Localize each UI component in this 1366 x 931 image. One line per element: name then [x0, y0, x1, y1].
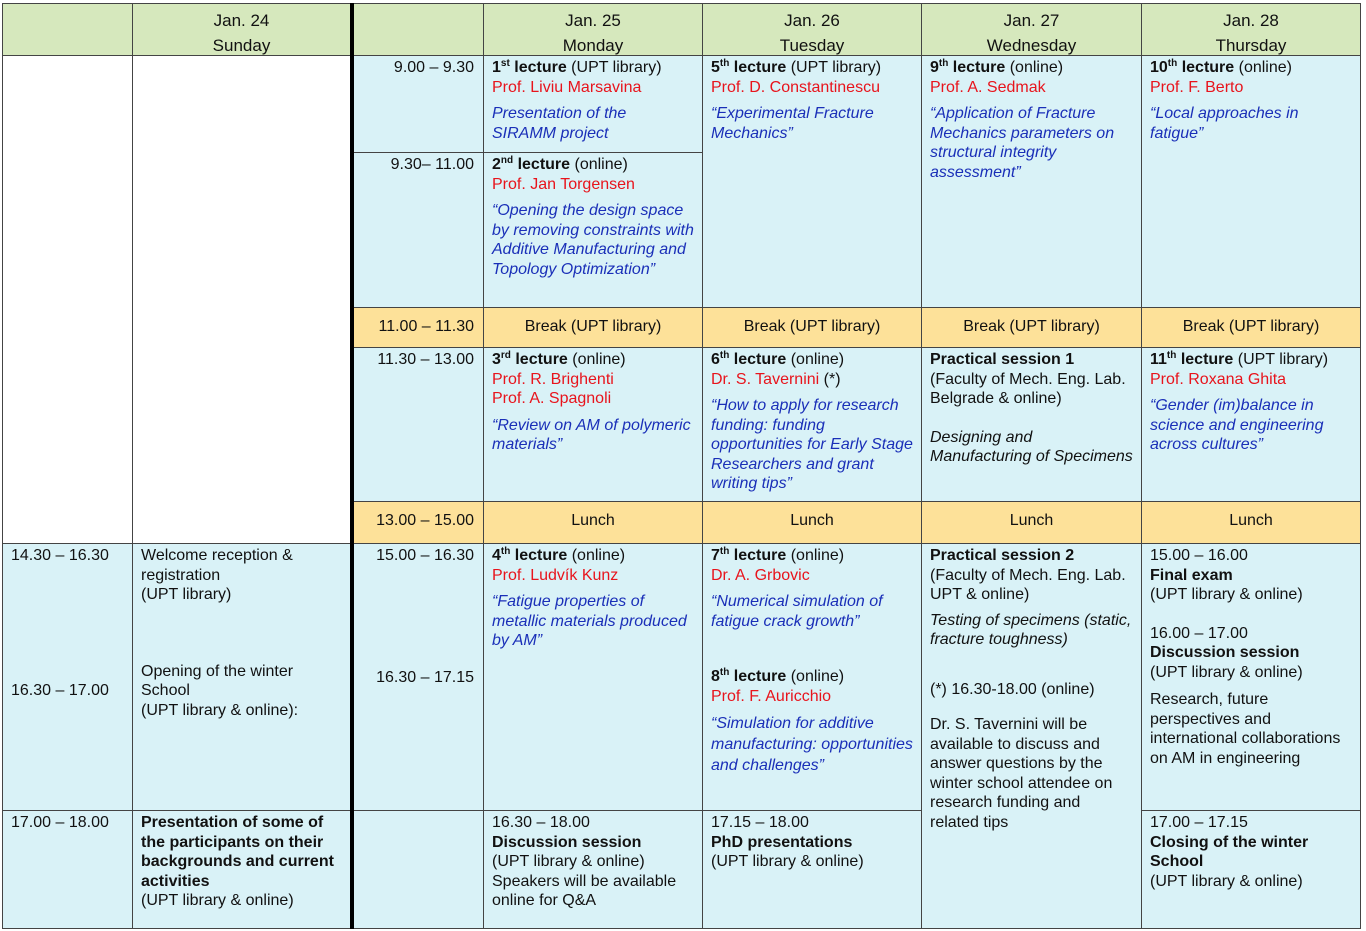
header-thursday [1141, 3, 1361, 56]
lecture-ordinal: th [719, 58, 730, 69]
time-slot-3 [353, 347, 484, 502]
session-time: 16.00 – 17.00 [1150, 624, 1248, 642]
header-wednesday [921, 3, 1142, 56]
break-label: Break (UPT library) [963, 318, 1100, 335]
lecture-location: (UPT library) [566, 59, 662, 76]
header-day: Wednesday [986, 36, 1077, 55]
lecture-ordinal: th [719, 350, 730, 361]
session-time: 17.00 – 17.15 [1150, 814, 1248, 831]
lecture-number: 9 [930, 59, 939, 76]
welcome-location: (UPT library) [141, 586, 232, 603]
session-location: (Faculty of Mech. Eng. Lab. Belgrade & online) [930, 370, 1126, 407]
lunch-label: Lunch [1229, 512, 1273, 529]
time-label: 17.00 – 18.00 [11, 814, 109, 831]
lecture-title: “Local approaches in fatigue” [1150, 105, 1299, 142]
welcome-text: Welcome reception & [141, 547, 293, 564]
lecture-speaker: Prof. Ludvík Kunz [492, 566, 619, 584]
lecture-word: lecture [1176, 351, 1234, 368]
lecture-speaker: Prof. F. Auricchio [711, 687, 832, 705]
lecture-speaker: Prof. A. Sedmak [930, 78, 1046, 96]
time-label: 9.30– 11.00 [390, 156, 474, 173]
session-note: Speakers will be available online for Q&A [492, 872, 677, 909]
sunday-divider [350, 3, 354, 929]
session-location: (Faculty of Mech. Eng. Lab. UPT & online) [930, 566, 1126, 603]
lecture-speaker: Prof. Jan Torgensen [492, 175, 635, 193]
lecture-title: “Numerical simulation of fatigue crack growth” [711, 593, 883, 630]
lecture-word: lecture [729, 668, 787, 685]
session-time: 15.00 – 16.00 [1150, 547, 1248, 564]
presentation-location: (UPT library & online) [141, 892, 294, 909]
session-topic: Testing of specimens (static, fracture toughness) [930, 611, 1132, 648]
tuesday-lecture-6 [702, 347, 922, 502]
sunday-presentation-cell [132, 810, 351, 929]
session-title: Closing of the winter School [1150, 833, 1309, 870]
header-date: Jan. 25 [565, 11, 621, 30]
opening-text: Opening of the winter [141, 662, 294, 680]
lecture-speaker: Prof. F. Berto [1150, 78, 1244, 96]
session-title: Discussion session [1150, 644, 1300, 661]
session-location: (UPT library & online) [711, 853, 864, 870]
monday-break [483, 307, 703, 348]
session-time: 16.30 – 18.00 [492, 814, 590, 831]
presentation-title: Presentation of some of the participants on their backgrounds and current activities [141, 814, 334, 890]
lecture-ordinal: th [938, 58, 949, 69]
sunday-morning-empty [132, 55, 351, 544]
session-note: Research, future perspectives and international collaborations on AM in engineering [1150, 691, 1341, 767]
session-location: (UPT library & online) [1150, 872, 1303, 890]
time-label: 11.30 – 13.00 [377, 351, 474, 368]
lecture-number: 3 [492, 351, 501, 368]
sunday-time-evening [2, 810, 133, 929]
session-location: (UPT library & online) [492, 853, 645, 870]
wednesday-practical-1 [921, 347, 1142, 502]
time-label: 16.30 – 17.00 [11, 681, 109, 699]
lecture-location: (online) [567, 547, 626, 564]
lecture-location: (online) [786, 351, 845, 368]
lecture-word: lecture [1177, 59, 1235, 76]
time-label: 15.00 – 16.30 [376, 547, 474, 564]
lecture-ordinal: th [719, 546, 730, 557]
lecture-number: 1 [492, 59, 501, 76]
header-blank [2, 3, 133, 56]
lecture-speaker: Dr. S. Tavernini [711, 370, 820, 388]
lecture-number: 7 [711, 547, 720, 564]
footnote-text: Dr. S. Tavernini will be available to discuss and answer questions by the winter school attendee on research funding and related tips [930, 716, 1113, 831]
session-topic: Designing and Manufacturing of Specimens [930, 428, 1133, 465]
lecture-title: “Opening the design space by removing constraints with Additive Manufacturing and Topology Optimization” [492, 202, 694, 278]
lecture-word: lecture [729, 59, 787, 76]
wednesday-break [921, 307, 1142, 348]
session-location: (UPT library & online) [1150, 586, 1303, 603]
lecture-title: “Fatigue properties of metallic materials produced by AM” [492, 593, 687, 649]
lecture-location: (online) [786, 547, 845, 564]
lecture-ordinal: nd [500, 155, 514, 166]
wednesday-lunch [921, 501, 1142, 544]
lecture-ordinal: th [1166, 350, 1177, 361]
session-title: Discussion session [492, 833, 642, 851]
lecture-title: “Application of Fracture Mechanics parameters on structural integrity assessment” [930, 105, 1115, 181]
speaker-footnote-mark: (*) [819, 370, 841, 388]
time-label: 16.30 – 17.15 [376, 668, 474, 686]
lecture-speaker: Dr. A. Grbovic [711, 566, 810, 584]
lecture-title: “Experimental Fracture Mechanics” [711, 105, 874, 142]
lecture-ordinal: th [1167, 58, 1178, 69]
sunday-time-empty [2, 55, 133, 544]
lecture-location: (online) [786, 668, 845, 685]
session-title: Final exam [1150, 566, 1233, 584]
lecture-title: “Review on AM of polymeric materials” [492, 416, 691, 453]
time-slot-evening-empty [353, 810, 484, 929]
wednesday-lecture-9 [921, 55, 1142, 308]
header-day: Tuesday [779, 36, 845, 55]
monday-lunch [483, 501, 703, 544]
tuesday-phd-presentations [702, 810, 922, 929]
session-title: PhD presentations [711, 833, 853, 851]
time-slot-2 [353, 152, 484, 308]
header-time-blank [353, 3, 484, 56]
lecture-location: (online) [570, 156, 628, 173]
header-date: Jan. 26 [784, 11, 840, 30]
monday-lecture-1 [483, 55, 703, 153]
lecture-location: (online) [567, 351, 626, 368]
time-label: 13.00 – 15.00 [376, 512, 474, 529]
thursday-lunch [1141, 501, 1361, 544]
session-location: (UPT library & online) [1150, 663, 1303, 681]
lecture-location: (UPT library) [1233, 351, 1329, 368]
lecture-word: lecture [509, 59, 567, 76]
lecture-speaker: Prof. D. Constantinescu [711, 78, 880, 96]
lecture-location: (online) [1005, 59, 1064, 76]
lecture-number: 5 [711, 59, 720, 76]
lecture-word: lecture [729, 547, 787, 564]
lecture-word: lecture [948, 59, 1006, 76]
break-label: Break (UPT library) [1182, 318, 1320, 335]
break-label: Break (UPT library) [524, 318, 662, 335]
lecture-location: (online) [1234, 59, 1292, 76]
lecture-title: Presentation of the SIRAMM project [492, 105, 627, 142]
lecture-number: 11 [1150, 351, 1167, 368]
lecture-title: “Gender (im)balance in science and engineering across cultures” [1150, 397, 1324, 453]
time-lunch [353, 501, 484, 544]
lunch-label: Lunch [571, 512, 615, 529]
thursday-exam-discussion [1141, 543, 1361, 811]
session-title: Practical session 2 [930, 547, 1075, 564]
opening-text: School [141, 682, 190, 699]
time-slot-4 [353, 543, 484, 811]
header-sunday [132, 3, 351, 56]
lecture-ordinal: th [500, 546, 511, 557]
thursday-closing [1141, 810, 1361, 929]
lecture-location: (UPT library) [786, 59, 882, 76]
lecture-ordinal: th [719, 667, 730, 678]
tuesday-lectures-7-8 [702, 543, 922, 811]
header-date: Jan. 24 [213, 11, 270, 30]
sunday-welcome-cell [132, 543, 351, 811]
lecture-word: lecture [510, 547, 568, 564]
monday-lecture-4 [483, 543, 703, 811]
header-day: Monday [562, 36, 624, 55]
break-label: Break (UPT library) [743, 318, 881, 335]
lecture-word: lecture [729, 351, 787, 368]
thursday-lecture-11 [1141, 347, 1361, 502]
tuesday-lunch [702, 501, 922, 544]
time-label: 14.30 – 16.30 [11, 547, 109, 564]
sunday-time-afternoon [2, 543, 133, 811]
lecture-word: lecture [513, 156, 571, 173]
lunch-label: Lunch [790, 512, 834, 529]
lecture-speaker: Prof. Liviu Marsavina [492, 78, 642, 96]
opening-location: (UPT library & online): [141, 701, 299, 719]
monday-lecture-3 [483, 347, 703, 502]
tuesday-lecture-5 [702, 55, 922, 308]
lecture-number: 8 [711, 668, 720, 685]
time-slot-1 [353, 55, 484, 153]
lecture-number: 4 [492, 547, 501, 564]
thursday-break [1141, 307, 1361, 348]
lunch-label: Lunch [1009, 512, 1054, 529]
time-break [353, 307, 484, 348]
monday-lecture-2 [483, 152, 703, 308]
time-label: 11.00 – 11.30 [378, 318, 474, 335]
header-date: Jan. 28 [1223, 11, 1279, 30]
header-date: Jan. 27 [1003, 11, 1060, 30]
lecture-number: 10 [1150, 59, 1168, 76]
header-day: Thursday [1215, 36, 1287, 55]
wednesday-practical-2 [921, 543, 1142, 929]
lecture-ordinal: st [500, 58, 510, 69]
session-title: Practical session 1 [930, 351, 1075, 368]
header-day: Sunday [212, 36, 271, 55]
header-monday [483, 3, 703, 56]
lecture-ordinal: rd [500, 350, 511, 361]
welcome-text: registration [141, 566, 221, 584]
session-time: 17.15 – 18.00 [711, 814, 809, 831]
lecture-number: 2 [492, 156, 501, 173]
lecture-title: “How to apply for research funding: funding opportunities for Early Stage Researchers and grant writing tips” [711, 397, 913, 492]
lecture-speaker: Prof. A. Spagnoli [492, 390, 612, 407]
thursday-lecture-10 [1141, 55, 1361, 308]
lecture-number: 6 [711, 351, 720, 368]
footnote-time: (*) 16.30-18.00 (online) [930, 680, 1095, 698]
lecture-speaker: Prof. R. Brighenti [492, 370, 614, 388]
lecture-speaker: Prof. Roxana Ghita [1150, 370, 1287, 388]
lecture-word: lecture [510, 351, 568, 368]
monday-discussion [483, 810, 703, 929]
tuesday-break [702, 307, 922, 348]
lecture-title: “Simulation for additive manufacturing: opportunities and challenges” [711, 715, 913, 774]
time-label: 9.00 – 9.30 [393, 59, 474, 76]
header-tuesday [702, 3, 922, 56]
